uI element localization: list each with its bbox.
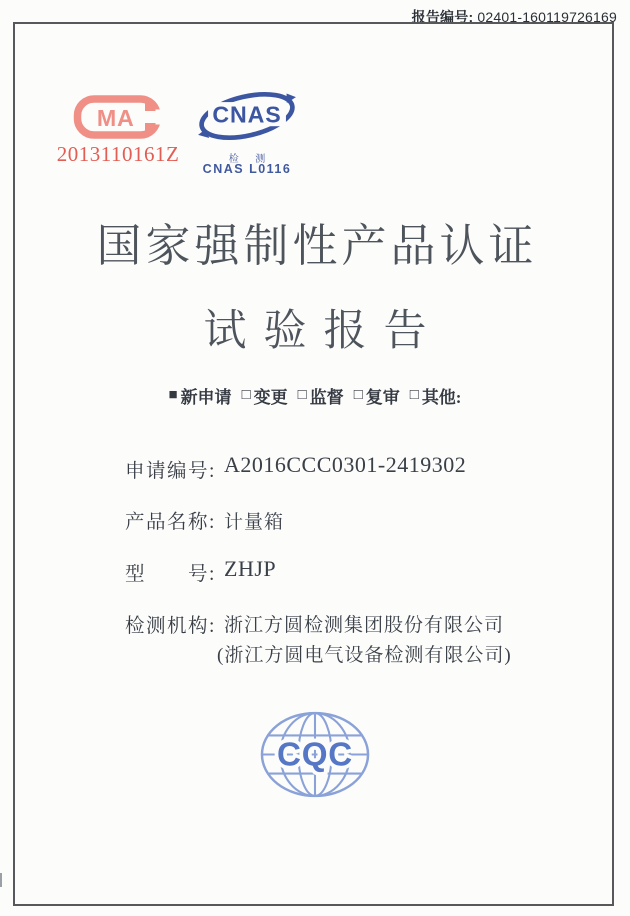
application-no-value: A2016CCC0301-2419302 <box>224 452 467 477</box>
apply-type-supervision <box>298 383 344 408</box>
cnas-accreditation-number: CNAS L0116 <box>202 162 292 176</box>
apply-type-review <box>354 383 400 408</box>
apply-type-change <box>242 383 288 408</box>
test-org-value: 浙江方圆检测集团股份有限公司 <box>224 615 505 636</box>
checkbox-empty-icon: □ <box>241 387 251 403</box>
document-subtitle: 试验报告 <box>203 308 444 355</box>
apply-type-other <box>410 383 462 408</box>
apply-type-new <box>169 383 232 408</box>
apply-type-label: 新申请 <box>180 388 232 407</box>
model-value: ZHJP <box>224 556 277 581</box>
product-name-label: 产品名称: <box>125 512 216 533</box>
application-no-label: 申请编号: <box>125 461 216 482</box>
apply-type-label: 变更 <box>253 388 288 407</box>
cnas-logo-icon <box>196 87 298 145</box>
checkbox-empty-icon: □ <box>353 387 363 403</box>
cnas-caption: 检 测 <box>228 154 273 165</box>
cma-logo-icon <box>72 93 164 141</box>
checkbox-checked-icon: ■ <box>168 387 178 403</box>
application-type-row <box>0 383 630 408</box>
apply-type-label: 复审 <box>365 388 400 407</box>
product-name-value: 计量箱 <box>224 512 285 533</box>
apply-type-label: 监督 <box>309 388 344 407</box>
report-number-label: 报告编号: <box>411 9 474 25</box>
apply-type-label: 其他: <box>421 388 462 407</box>
checkbox-empty-icon: □ <box>297 387 307 403</box>
test-org-label: 检测机构: <box>125 616 216 637</box>
cma-letters: MA <box>96 105 135 131</box>
cnas-letters: CNAS <box>212 101 282 128</box>
cma-certificate-number: 2013110161Z <box>56 142 180 166</box>
scan-artifact <box>0 873 2 887</box>
cqc-letters: CQC <box>276 736 354 774</box>
document-title: 国家强制性产品认证 <box>96 221 538 271</box>
test-org-value-secondary: (浙江方圆电气设备检测有限公司) <box>217 645 512 666</box>
cqc-logo-icon <box>257 708 373 801</box>
model-label: 型 号: <box>125 564 216 585</box>
checkbox-empty-icon: □ <box>409 387 419 403</box>
report-number-value: 02401-160119726169 <box>477 9 617 25</box>
